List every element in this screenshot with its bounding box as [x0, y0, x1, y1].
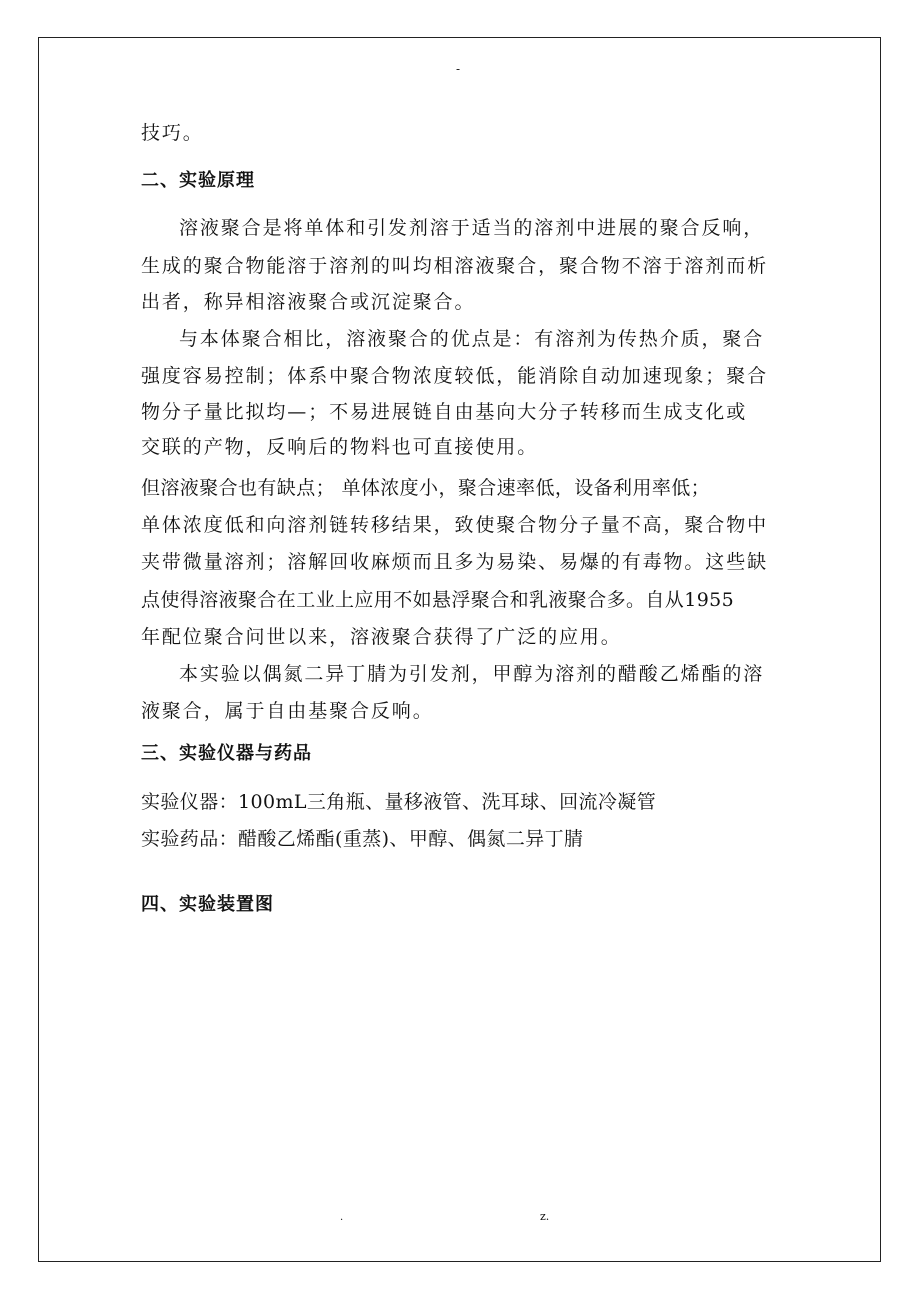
text-line: 生成的聚合物能溶于溶剂的叫均相溶液聚合，聚合物不溶于溶剂而析: [141, 255, 769, 277]
text-line: 出者，称异相溶液聚合或沉淀聚合。: [141, 291, 476, 313]
text-line: 但溶液聚合也有缺点； 单体浓度小，聚合速率低，设备利用率低；: [141, 477, 711, 499]
text-line: 技巧。: [141, 122, 204, 144]
section-heading-principle: 二、实验原理: [141, 170, 255, 191]
equipment-list: 实验仪器：100mL三角瓶、量移液管、洗耳球、回流冷凝管: [141, 791, 657, 813]
text-line: 溶液聚合是将单体和引发剂溶于适当的溶剂中进展的聚合反响，: [179, 217, 765, 239]
text-line: 液聚合，属于自由基聚合反响。: [141, 700, 434, 722]
chemicals-list: 实验药品：醋酸乙烯酯(重蒸)、甲醇、偶氮二异丁腈: [141, 828, 584, 850]
text-line: 交联的产物，反响后的物料也可直接使用。: [141, 436, 539, 458]
text-line: 单体浓度低和向溶剂链转移结果，致使聚合物分子量不高，聚合物中: [141, 514, 769, 536]
footer-mark: z.: [540, 1210, 550, 1223]
text-line: 年配位聚合问世以来，溶液聚合获得了广泛的应用。: [141, 626, 622, 648]
text-line: 夹带微量溶剂；溶解回收麻烦而且多为易染、易爆的有毒物。这些缺: [141, 551, 769, 573]
text-line: 本实验以偶氮二异丁腈为引发剂，甲醇为溶剂的醋酸乙烯酯的溶: [179, 663, 765, 685]
section-heading-equipment: 三、实验仪器与药品: [141, 743, 312, 764]
header-mark: -: [456, 62, 461, 76]
text-line: 点使得溶液聚合在工业上应用不如悬浮聚合和乳液聚合多。自从1955: [141, 589, 735, 611]
text-line: 与本体聚合相比，溶液聚合的优点是：有溶剂为传热介质，聚合: [179, 328, 765, 350]
section-heading-apparatus: 四、实验装置图: [141, 894, 274, 915]
text-line: 物分子量比拟均—；不易进展链自由基向大分子转移而生成支化或: [141, 401, 748, 423]
footer-dot: .: [340, 1212, 344, 1223]
text-line: 强度容易控制；体系中聚合物浓度较低，能消除自动加速现象；聚合: [141, 365, 769, 387]
